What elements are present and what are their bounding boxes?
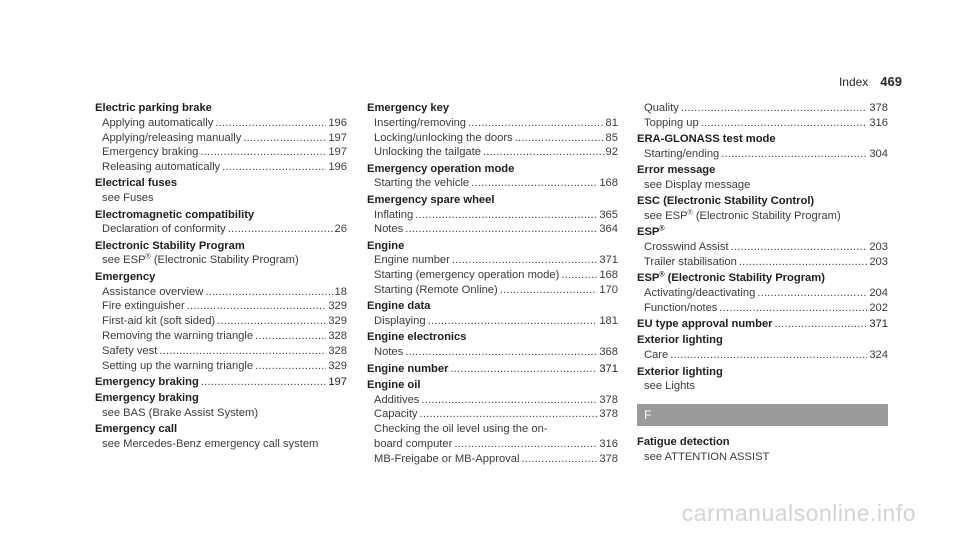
sub-entry[interactable] [95,299,347,314]
page-ref: 316 [599,438,618,451]
index-entry [637,132,888,162]
entry-heading: Exterior lighting [637,365,723,378]
sub-entry-text: Starting/ending [644,147,720,160]
sub-entry-text: Topping up [644,116,699,129]
sub-entry[interactable] [367,145,618,160]
watermark: carmanualsonline.info [681,500,916,526]
sub-entry-text: Starting the vehicle [374,177,470,190]
index-entry [637,194,888,224]
sub-entry[interactable] [95,359,347,374]
page-ref: 170 [599,284,618,297]
sub-entry-text: Activating/deactivating [644,287,756,300]
entry-heading: Electric parking brake [95,102,212,114]
page-ref: 168 [599,177,618,190]
entry-heading: ESP® (Electronic Stability Program) [637,271,825,285]
entry-heading: Electronic Stability Program [95,239,245,252]
sub-entry-text: Emergency braking [102,146,199,159]
dot-leader [670,348,867,363]
cross-reference[interactable]: see Display message [644,178,751,191]
sub-entry[interactable] [95,285,347,300]
sub-entry[interactable] [637,286,888,301]
entry-heading: Engine data [367,300,431,313]
cross-reference[interactable]: see ESP® (Electronic Stability Program) [102,253,299,267]
dot-leader [405,345,597,360]
dot-leader [215,116,326,131]
page-ref: 324 [869,349,888,362]
dot-leader [222,160,326,175]
entry-heading: Engine oil [367,378,421,391]
page-ref: 168 [599,269,618,282]
sub-entry[interactable] [95,160,347,175]
sub-entry[interactable] [367,268,618,283]
index-entry [95,239,347,269]
sub-entry[interactable] [637,101,888,116]
sub-entry-text: Assistance overview [102,285,204,298]
page-header [839,74,902,89]
section-label: Index [838,75,869,89]
sub-entry[interactable] [367,314,618,329]
sub-entry[interactable] [367,116,618,131]
sub-entry[interactable] [637,147,888,162]
sub-entry[interactable] [637,240,888,255]
sub-entry-text: Inflating [374,208,414,221]
sub-entry-line-1[interactable]: Checking the oil level using the on- [374,423,548,436]
page-ref: 378 [599,452,618,465]
dot-leader [450,362,597,377]
entry-heading: Exterior lighting [637,334,723,347]
dot-leader [255,329,326,344]
page-ref: 204 [869,287,888,300]
section-letter: F [644,408,652,423]
page-ref: 371 [599,254,618,267]
entry-heading: Emergency key [367,102,450,114]
entry-heading: Electromagnetic compatibility [95,208,255,221]
entry-heading: Fatigue detection [637,436,730,449]
dot-leader [405,222,597,237]
page-ref: 368 [599,346,618,359]
sub-entry[interactable] [367,452,618,467]
sub-entry-text: Engine number [374,254,450,267]
sub-entry-text: Releasing automatically [102,161,221,174]
sub-entry-text: Applying automatically [102,116,214,129]
entry-heading: Emergency spare wheel [367,193,495,206]
sub-entry-text: Inserting/removing [374,116,467,129]
sub-entry-text: Notes [374,346,404,359]
page-ref: 378 [599,393,618,406]
page-ref: 329 [328,300,347,313]
dot-leader [421,393,597,408]
page-ref: 364 [599,223,618,236]
sub-entry-text: First-aid kit (soft sided) [102,315,216,328]
sub-entry-text: MB-Freigabe or MB-Approval [374,452,520,465]
entry-heading: ESP® [637,225,665,239]
index-entry [367,362,618,377]
entry-heading: Error message [637,164,716,177]
entry-heading: Emergency braking [95,375,199,388]
sub-entry-text: Capacity [374,408,418,421]
index-entry [95,422,347,452]
dot-leader [522,452,598,467]
index-entry [367,299,618,329]
page-ref: 203 [869,255,888,268]
sub-entry-text: Locking/unlocking the doors [374,131,513,144]
page-ref: 197 [328,131,347,144]
page-ref: 196 [328,161,347,174]
entry-heading: EU type approval number [637,318,773,331]
sub-entry[interactable] [367,345,618,360]
sub-entry[interactable] [367,393,618,408]
index-entry [367,162,618,192]
sub-entry-text: Function/notes [644,301,718,314]
sub-entry[interactable] [367,222,618,237]
dot-leader [428,314,598,329]
cross-reference[interactable]: see BAS (Brake Assist System) [102,406,259,419]
page-ref: 196 [328,116,347,129]
sub-entry-text: Declaration of conformity [102,223,226,236]
sub-entry[interactable] [367,253,618,268]
index-entry [367,101,618,160]
index-entry [95,208,347,238]
sub-entry-text: Additives [374,393,420,406]
sub-entry-text: Setting up the warning triangle [102,359,254,372]
sub-entry[interactable] [367,283,618,298]
index-entry [367,239,618,298]
index-entry [95,176,347,206]
entry-heading: ESC (Electronic Stability Control) [637,195,815,208]
section-letter-band [637,404,888,426]
dot-leader [228,222,333,237]
sub-entry-text: Care [644,349,669,362]
page-ref: 371 [869,318,888,331]
dot-leader [719,301,867,316]
cross-reference[interactable]: see ATTENTION ASSIST [644,450,770,463]
sub-entry-text: Removing the warning triangle [102,329,254,342]
dot-leader [681,101,868,116]
dot-leader [721,147,867,162]
page-ref: 316 [869,116,888,129]
sub-entry[interactable] [367,208,618,223]
dot-leader [200,145,326,160]
entry-heading-with-page[interactable] [95,375,347,390]
page-ref: 81 [605,116,618,129]
sub-entry[interactable] [95,145,347,160]
page-ref: 328 [328,344,347,357]
dot-leader [739,255,867,270]
dot-leader [415,208,597,223]
sub-entry[interactable] [95,314,347,329]
sub-entry[interactable] [637,116,888,131]
index-entry [95,270,347,374]
page-ref: 365 [599,208,618,221]
entry-heading: Engine electronics [367,331,467,344]
sub-entry[interactable] [637,255,888,270]
dot-leader [561,268,597,283]
index-entry [95,375,347,390]
page-ref: 181 [599,315,618,328]
dot-leader [515,131,604,146]
dot-leader [187,299,327,314]
dot-leader [159,344,326,359]
page-ref: 18 [334,285,347,298]
dot-leader [420,407,598,422]
registered-mark: ® [145,253,151,261]
dot-leader [452,253,597,268]
index-entry [637,333,888,363]
dot-leader [454,437,597,452]
index-column-1 [95,101,347,453]
page-ref: 203 [869,241,888,254]
dot-leader [201,375,326,390]
sub-entry-text: Displaying [374,315,426,328]
sub-entry[interactable] [637,301,888,316]
sub-entry[interactable] [95,222,347,237]
sub-entry-text: Applying/releasing manually [102,131,242,144]
page-ref: 329 [328,359,347,372]
index-entry [367,378,618,467]
dot-leader [483,145,604,160]
sub-entry-text: Crosswind Assist [644,241,729,254]
sub-entry-text: Safety vest [102,344,158,357]
page-ref: 92 [605,146,618,159]
page-ref: 85 [605,131,618,144]
page-ref: 378 [869,102,888,114]
page-ref: 371 [599,362,618,375]
cross-reference[interactable]: see Fuses [102,192,154,205]
page-ref: 304 [869,147,888,160]
index-entry [637,435,888,465]
dot-leader [701,116,868,131]
index-entry [95,391,347,421]
dot-leader [471,176,597,191]
dot-leader [731,240,868,255]
sub-entry-text: Unlocking the tailgate [374,146,481,159]
registered-mark: ® [687,209,693,217]
dot-leader [217,314,326,329]
index-column-2 [367,101,618,468]
sub-entry[interactable] [367,176,618,191]
sub-entry-text: Starting (emergency operation mode) [374,269,560,282]
index-entry-continued [637,101,888,131]
sub-entry[interactable] [367,131,618,146]
sub-entry[interactable] [95,329,347,344]
sub-entry-text: Fire extinguisher [102,300,185,313]
entry-heading: Emergency operation mode [367,162,515,175]
dot-leader [775,317,868,332]
entry-heading: Emergency call [95,423,178,436]
sub-entry-text: board computer [374,438,453,451]
sub-entry[interactable] [95,131,347,146]
index-entry [637,271,888,315]
sub-entry[interactable] [637,348,888,363]
page-number: 469 [880,74,902,89]
dot-leader [243,131,326,146]
entry-heading: Engine number [367,362,449,375]
dot-leader [255,359,326,374]
index-entry [637,163,888,193]
page-ref: 197 [328,146,347,159]
index-entry [637,225,888,269]
page-ref: 329 [328,315,347,328]
index-entry [95,101,347,175]
sub-entry[interactable] [95,344,347,359]
sub-entry-text: Quality [644,102,679,114]
page-ref: 197 [328,375,347,388]
sub-entry-text: Trailer stabilisation [644,255,737,268]
page-ref: 328 [328,329,347,342]
sub-entry[interactable] [367,437,618,452]
dot-leader [468,116,604,131]
index-entry [637,365,888,395]
dot-leader [205,285,332,300]
sub-entry[interactable] [95,116,347,131]
index-column-3 [637,101,888,466]
sub-entry-text: Starting (Remote Online) [374,284,498,297]
sub-entry-text: Notes [374,223,404,236]
entry-heading: Electrical fuses [95,177,178,190]
page-ref: 378 [599,408,618,421]
index-entry [367,193,618,237]
dot-leader [757,286,867,301]
registered-mark: ® [659,225,665,233]
entry-heading: ERA-GLONASS test mode [637,133,776,146]
entry-heading-with-page[interactable] [637,317,888,332]
page-ref: 26 [334,223,347,236]
registered-mark: ® [659,271,665,279]
dot-leader [500,283,598,298]
sub-entry[interactable] [367,407,618,422]
entry-heading: Engine [367,239,405,252]
page-ref: 202 [869,301,888,314]
cross-reference[interactable]: see Lights [644,380,695,393]
index-entry [637,317,888,332]
cross-reference[interactable]: see Mercedes-Benz emergency call system [102,438,319,451]
entry-heading: Emergency [95,270,156,283]
cross-reference[interactable]: see ESP® (Electronic Stability Program) [644,209,841,223]
index-entry [367,330,618,360]
entry-heading-with-page[interactable] [367,362,618,377]
entry-heading: Emergency braking [95,392,199,405]
